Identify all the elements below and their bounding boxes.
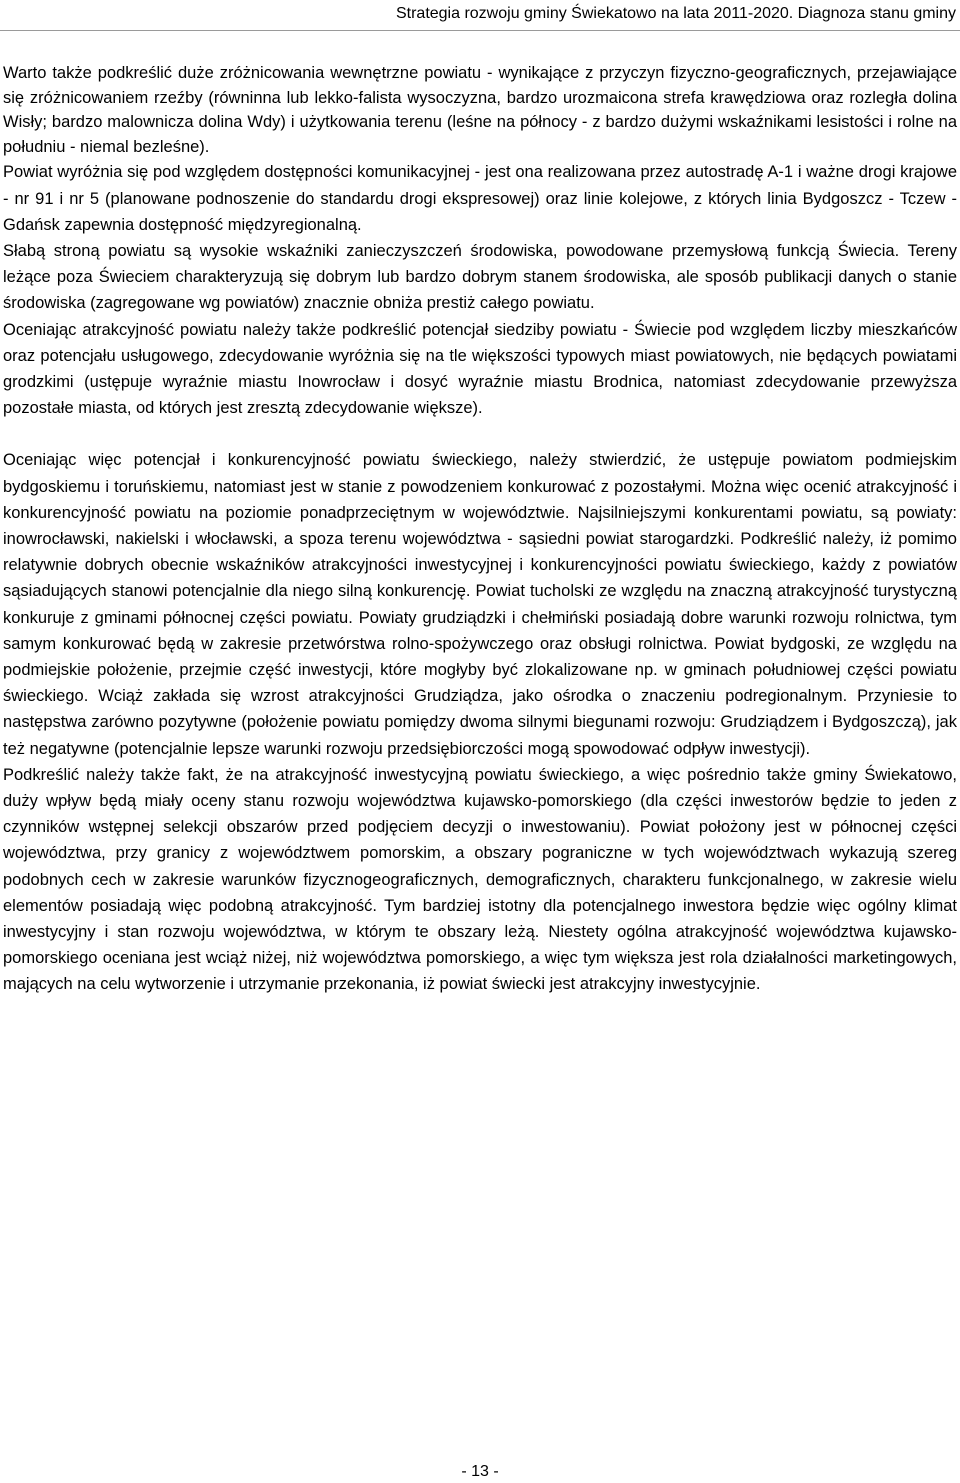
running-header: Strategia rozwoju gminy Świekatowo na lata 2011-2020. Diagnoza stanu gminy: [395, 5, 956, 22]
paragraph-county-seat: Oceniając atrakcyjność powiatu należy także podkreślić potencjał siedziby powiatu - Świecie pod względem liczby mieszkańców oraz potencjału usługowego, zdecydowanie wyróżnia się na tle większości typowych miast powiatowych, nie będących powiatami grodzkimi (ustępuje wyraźnie miastu Inowrocław i dosyć wyraźnie miastu Brodnica, natomiast zdecydowanie przewyższa pozostałe miasta, od których jest zresztą zdecydowanie większe).: [3, 320, 957, 418]
paragraph-competitiveness: Oceniając więc potencjał i konkurencyjność powiatu świeckiego, należy stwierdzić, że ustępuje powiatom podmiejskim bydgoskiemu i toruńskiemu, natomiast jest w stanie z powodzeniem konkurować z pozostałymi. Można więc ocenić atrakcyjność i konkurencyjność powiatu na poziomie ponadprzeciętnym w województwie. Najsilniejszymi konkurentami powiatu, są powiaty: inowrocławski, nakielski i włocławski, a spoza terenu województwa - sąsiedni powiat starogardzki. Podkreślić należy, iż pomimo relatywnie dobrych obecnie wskaźników atrakcyjności inwestycyjnej i konkurencyjności powiatu świeckiego, każdy z powiatów sąsiadujących stanowi potencjalnie dla niego silną konkurencję. Powiat tucholski ze względu na znaczną atrakcyjność turystyczną konkuruje z gminami północnej części powiatu. Powiaty grudziądzki i chełmiński posiadają dobre warunki rozwoju rolnictwa, tym samym konkurować będą w zakresie przetwórstwa rolno-spożywczego oraz obsługi rolnictwa. Powiat bydgoski, ze względu na podmiejskie położenie, przejmie część inwestycji, które mogłyby być zlokalizowane np. w gminach południowej części powiatu świeckiego. Wciąż zakłada się wzrost atrakcyjności Grudziądza, jako ośrodka o znaczeniu podregionalnym. Przyniesie to następstwa zarówno pozytywne (położenie powiatu pomiędzy dwoma silnymi biegunami rozwoju: Grudziądzem i Bydgoszczą), jak też negatywne (potencjalnie lepsze warunki rozwoju przedsiębiorczości mogą spowodować odpływ inwestycji).: [3, 451, 957, 758]
paragraph-internal-diversity: Warto także podkreślić duże zróżnicowania wewnętrzne powiatu - wynikające z przyczyn fizyczno-geograficznych, przejawiające się zróżnicowaniem rzeźby (równinna lub lekko-falista wysoczyzna, bardzo urozmaicona strefa krawędziowa oraz rozległa dolina Wisły; bardzo malownicza dolina Wdy) i użytkowania terenu (leśne na północy - z bardzo dużymi wskaźnikami lesistości i rolne na południu - niemal bezleśne).: [3, 64, 957, 156]
paragraph-transport-access: Powiat wyróżnia się pod względem dostępności komunikacyjnej - jest ona realizowana przez autostradę A-1 i ważne drogi krajowe - nr 91 i nr 5 (planowane podnoszenie do standardu drogi ekspresowej) oraz linie kolejowe, z których linia Bydgoszcz - Tczew - Gdańsk zapewnia dostępność międzyregionalną.: [3, 163, 957, 234]
page-number: - 13 -: [461, 1463, 499, 1480]
header-divider: [0, 30, 960, 31]
paragraph-environment: Słabą stroną powiatu są wysokie wskaźniki zanieczyszczeń środowiska, powodowane przemysłową funkcją Świecia. Tereny leżące poza Świeciem charakteryzują się dobrym lub bardzo dobrym stanem środowiska, ale sposób publikacji danych o stanie środowiska (zagregowane wg powiatów) znacznie obniża prestiż całego powiatu.: [3, 241, 957, 313]
document-body: [3, 61, 957, 998]
paragraph-regional-attractiveness: Podkreślić należy także fakt, że na atrakcyjność inwestycyjną powiatu świeckiego, a więc pośrednio także gminy Świekatowo, duży wpływ będą miały oceny stanu rozwoju województwa kujawsko-pomorskiego (dla części inwestorów będzie to jeden z czynników wstępnej selekcji obszarów przed podjęciem decyzji o inwestowaniu). Powiat położony jest w północnej części województwa, przy granicy z województwem pomorskim, a obszary pograniczne w tych województwach wykazują szereg podobnych cech w zakresie warunków fizycznogeograficznych, demograficznych, charakteru funkcjonalnego, w zakresie wielu elementów posiadają więc podobną atrakcyjność. Tym bardziej istotny dla potencjalnego inwestora będzie więc ogólny klimat inwestycyjny i stan rozwoju województwa, w którym te obszary leżą. Niestety ogólna atrakcyjność województwa kujawsko-pomorskiego oceniana jest wciąż niżej, niż województwa pomorskiego, a więc tym większa jest rola działalności marketingowych, mających na celu wytworzenie i utrzymanie przekonania, iż powiat świecki jest atrakcyjny inwestycyjnie.: [3, 765, 957, 994]
